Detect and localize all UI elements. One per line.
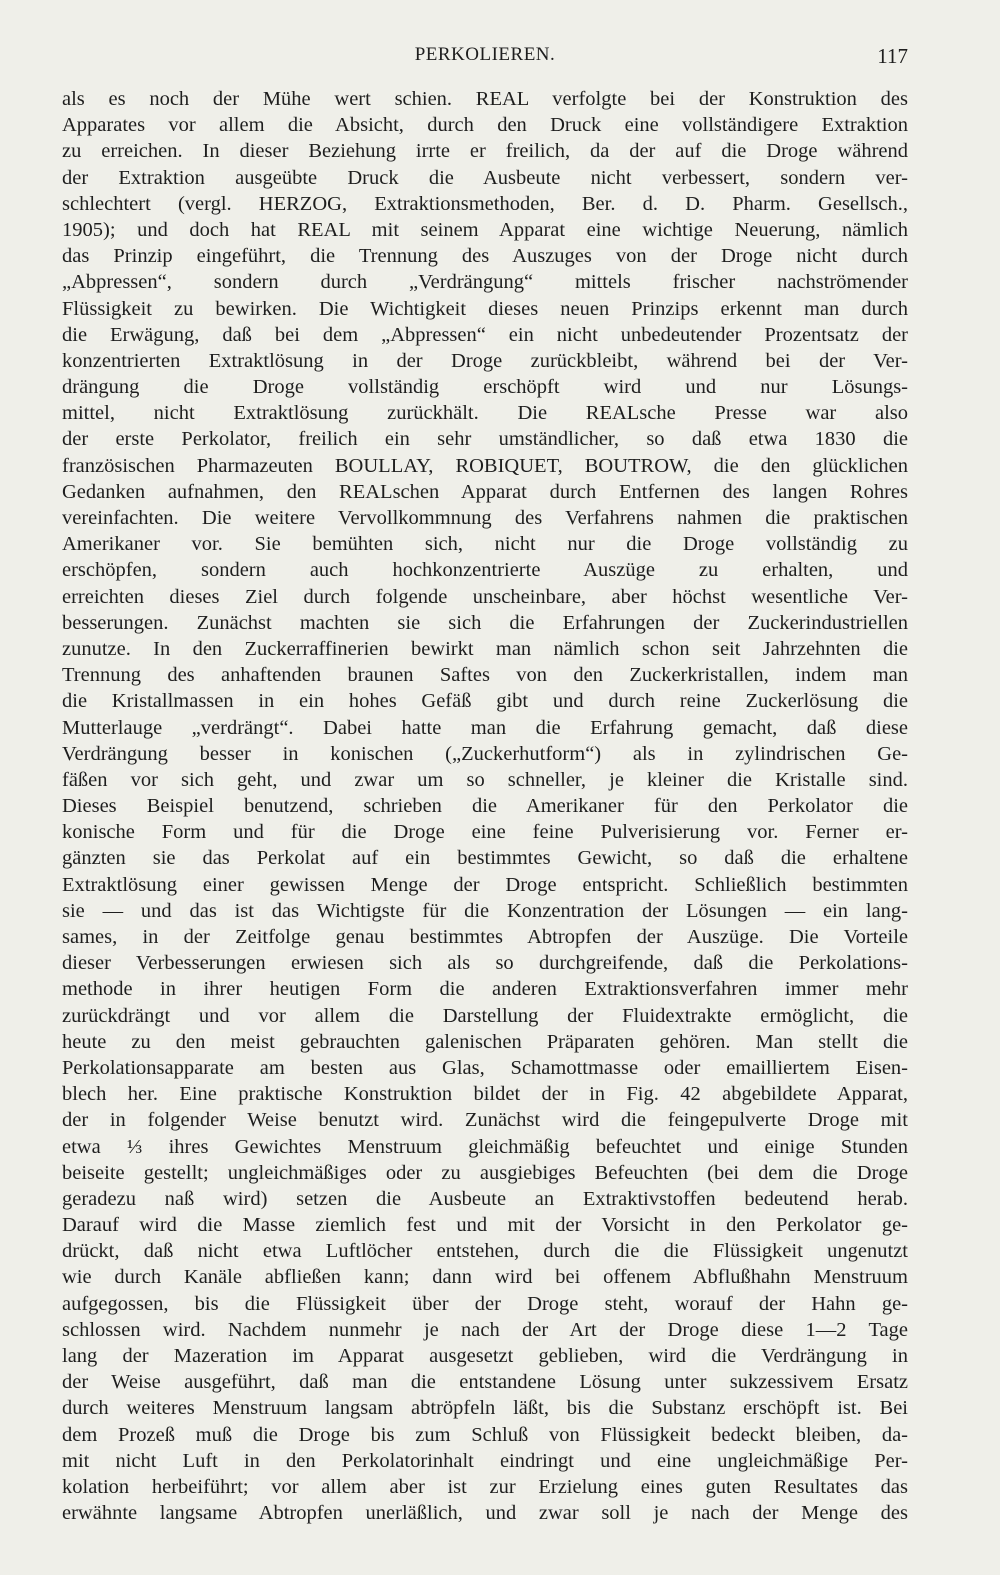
text-line: wie durch Kanäle abfließen kann; dann wird bei offenem Abflußhahn Menstruum xyxy=(62,1266,908,1289)
text-line: erwähnte langsame Abtropfen unerläßlich, und zwar soll je nach der Menge des xyxy=(62,1502,908,1525)
text-line: Mutterlauge „verdrängt“. Dabei hatte man die Erfahrung gemacht, daß diese xyxy=(62,716,908,739)
body-text xyxy=(62,86,908,1526)
text-line: der erste Perkolator, freilich ein sehr umständlicher, so daß etwa 1830 die xyxy=(62,428,908,451)
text-line: der Weise ausgeführt, daß man die entstandene Lösung unter sukzessivem Ersatz xyxy=(62,1371,908,1394)
text-line: gänzten sie das Perkolat auf ein bestimmtes Gewicht, so daß die erhaltene xyxy=(62,847,908,870)
text-line: methode in ihrer heutigen Form die anderen Extraktionsverfahren immer mehr xyxy=(62,978,908,1001)
text-line: erschöpfen, sondern auch hochkonzentrierte Auszüge zu erhalten, und xyxy=(62,559,908,582)
text-line: erreichten dieses Ziel durch folgende unscheinbare, aber höchst wesentliche Ver- xyxy=(62,585,908,608)
text-line: „Abpressen“, sondern durch „Verdrängung“ mittels frischer nachströmender xyxy=(62,271,908,294)
text-line: der Extraktion ausgeübte Druck die Ausbeute nicht verbessert, sondern ver- xyxy=(62,166,908,189)
text-line: konzentrierten Extraktlösung in der Droge zurückbleibt, während bei der Ver- xyxy=(62,349,908,372)
text-line: zurückdrängt und vor allem die Darstellung der Fluidextrakte ermöglicht, die xyxy=(62,1004,908,1027)
text-line: Extraktlösung einer gewissen Menge der Droge entspricht. Schließlich bestimmten xyxy=(62,873,908,896)
text-line: mit nicht Luft in den Perkolatorinhalt eindringt und eine ungleichmäßige Per- xyxy=(62,1449,908,1472)
text-line: drängung die Droge vollständig erschöpft wird und nur Lösungs- xyxy=(62,376,908,399)
text-line: konische Form und für die Droge eine feine Pulverisierung vor. Ferner er- xyxy=(62,821,908,844)
text-line: Flüssigkeit zu bewirken. Die Wichtigkeit dieses neuen Prinzips erkennt man durch xyxy=(62,297,908,320)
text-line: der in folgender Weise benutzt wird. Zunächst wird die feingepulverte Droge mit xyxy=(62,1109,908,1132)
text-line: sames, in der Zeitfolge genau bestimmtes Abtropfen der Auszüge. Die Vorteile xyxy=(62,926,908,948)
text-line: 1905); und doch hat REAL mit seinem Apparat eine wichtige Neuerung, nämlich xyxy=(62,218,908,241)
text-line: durch weiteres Menstruum langsam abtröpfeln läßt, bis die Substanz erschöpft ist. Bei xyxy=(62,1397,908,1420)
text-line: Darauf wird die Masse ziemlich fest und mit der Vorsicht in den Perkolator ge- xyxy=(62,1214,908,1237)
running-title: PERKOLIEREN. xyxy=(414,44,556,65)
text-line: Gedanken aufnahmen, den REALschen Apparat durch Entfernen des langen Rohres xyxy=(62,480,908,503)
text-line: aufgegossen, bis die Flüssigkeit über der Droge steht, worauf der Hahn ge- xyxy=(62,1292,908,1315)
text-line: heute zu den meist gebrauchten galenischen Präparaten gehören. Man stellt die xyxy=(62,1030,908,1053)
text-line: Verdrängung besser in konischen („Zuckerhutform“) als in zylindrischen Ge- xyxy=(62,742,908,765)
text-line: besserungen. Zunächst machten sie sich die Erfahrungen der Zuckerindustriellen xyxy=(62,611,908,634)
text-line: Amerikaner vor. Sie bemühten sich, nicht nur die Droge vollständig zu xyxy=(62,533,908,556)
text-line: fäßen vor sich geht, und zwar um so schneller, je kleiner die Kristalle sind. xyxy=(62,768,908,791)
text-line: schlechtert (vergl. HERZOG, Extraktionsmethoden, Ber. d. D. Pharm. Gesellsch., xyxy=(62,192,908,215)
text-line: französischen Pharmazeuten BOULLAY, ROBIQUET, BOUTROW, die den glücklichen xyxy=(62,454,908,477)
text-line: sie — und das ist das Wichtigste für die Konzentration der Lösungen — ein lang- xyxy=(62,899,908,922)
text-line: schlossen wird. Nachdem nunmehr je nach der Art der Droge diese 1—2 Tage xyxy=(62,1318,908,1341)
text-line: etwa ⅓ ihres Gewichtes Menstruum gleichmäßig befeuchtet und einige Stunden xyxy=(62,1135,908,1158)
text-line: beiseite gestellt; ungleichmäßiges oder zu ausgiebiges Befeuchten (bei dem die Droge xyxy=(62,1161,908,1184)
text-line: zu erreichen. In dieser Beziehung irrte er freilich, da der auf die Droge während xyxy=(62,140,908,163)
page-number: 117 xyxy=(877,44,908,68)
text-line: Trennung des anhaftenden braunen Saftes von den Zuckerkristallen, indem man xyxy=(62,664,908,687)
text-line: dem Prozeß muß die Droge bis zum Schluß von Flüssigkeit bedeckt bleiben, da- xyxy=(62,1423,908,1446)
text-line: Perkolationsapparate am besten aus Glas, Schamottmasse oder emailliertem Eisen- xyxy=(62,1056,908,1079)
text-line: geradezu naß wird) setzen die Ausbeute an Extraktivstoffen bedeutend herab. xyxy=(62,1187,908,1210)
text-line: zunutze. In den Zuckerraffinerien bewirkt man nämlich schon seit Jahrzehnten die xyxy=(62,637,908,660)
text-line: mittel, nicht Extraktlösung zurückhält. Die REALsche Presse war also xyxy=(62,402,908,425)
text-line: dieser Verbesserungen erwiesen sich als so durchgreifende, daß die Perkolations- xyxy=(62,952,908,975)
text-line: die Kristallmassen in ein hohes Gefäß gibt und durch reine Zuckerlösung die xyxy=(62,690,908,713)
text-line: Dieses Beispiel benutzend, schrieben die Amerikaner für den Perkolator die xyxy=(62,795,908,818)
page-header xyxy=(62,44,908,74)
text-line: kolation herbeiführt; vor allem aber ist zur Erzielung eines guten Resultates das xyxy=(62,1475,908,1498)
text-line: als es noch der Mühe wert schien. REAL verfolgte bei der Konstruktion des xyxy=(62,88,908,110)
text-line: Apparates vor allem die Absicht, durch den Druck eine vollständigere Extraktion xyxy=(62,114,908,137)
text-line: die Erwägung, daß bei dem „Abpressen“ ein nicht unbedeutender Prozentsatz der xyxy=(62,323,908,346)
text-line: lang der Mazeration im Apparat ausgesetzt geblieben, wird die Verdrängung in xyxy=(62,1345,908,1367)
text-line: das Prinzip eingeführt, die Trennung des Auszuges von der Droge nicht durch xyxy=(62,245,908,268)
text-line: blech her. Eine praktische Konstruktion bildet der in Fig. 42 abgebildete Apparat, xyxy=(62,1083,908,1106)
text-line: drückt, daß nicht etwa Luftlöcher entstehen, durch die die Flüssigkeit ungenutzt xyxy=(62,1240,908,1263)
text-line: vereinfachten. Die weitere Vervollkommnung des Verfahrens nahmen die praktischen xyxy=(62,507,908,529)
